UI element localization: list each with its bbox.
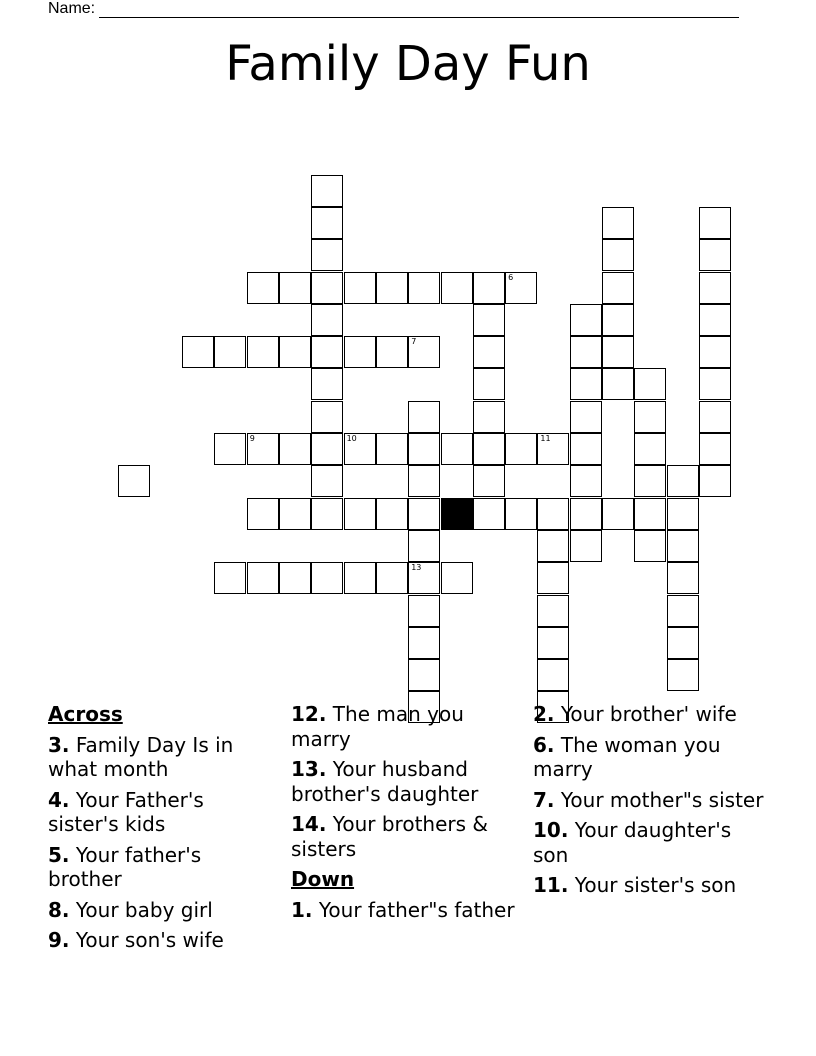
puzzle-title: Family Day Fun: [225, 36, 591, 92]
grid-cell[interactable]: [699, 336, 731, 368]
grid-cell[interactable]: [408, 627, 440, 659]
grid-cell[interactable]: [505, 433, 537, 465]
grid-cell[interactable]: [344, 433, 376, 465]
grid-cell[interactable]: [602, 498, 634, 530]
grid-cell[interactable]: [699, 433, 731, 465]
clue-text: Your son's wife: [69, 928, 224, 952]
grid-cell[interactable]: [311, 368, 343, 400]
grid-cell[interactable]: [247, 336, 279, 368]
grid-cell[interactable]: [441, 272, 473, 304]
grid-cell[interactable]: [505, 498, 537, 530]
clue-text: Your brother' wife: [554, 702, 737, 726]
grid-cell[interactable]: [570, 530, 602, 562]
grid-cell[interactable]: [311, 336, 343, 368]
cell-number: 7: [411, 337, 417, 347]
grid-cell[interactable]: [602, 304, 634, 336]
grid-cell[interactable]: [537, 498, 569, 530]
grid-cell[interactable]: [699, 207, 731, 239]
grid-cell[interactable]: [376, 498, 408, 530]
clue-down-2: [533, 702, 765, 727]
grid-cell[interactable]: [311, 401, 343, 433]
grid-cell[interactable]: [473, 272, 505, 304]
grid-cell[interactable]: [311, 433, 343, 465]
grid-cell[interactable]: [602, 272, 634, 304]
clue-text: The woman you marry: [533, 732, 721, 781]
cell-number: 6: [508, 272, 514, 282]
grid-cell[interactable]: [602, 207, 634, 239]
grid-cell[interactable]: [279, 498, 311, 530]
grid-cell[interactable]: [473, 304, 505, 336]
grid-cell[interactable]: [441, 562, 473, 594]
grid-cell[interactable]: [247, 272, 279, 304]
grid-cell[interactable]: [376, 336, 408, 368]
grid-cell[interactable]: [279, 336, 311, 368]
clue-across-8: [48, 898, 280, 923]
clue-across-5: [48, 843, 280, 892]
grid-cell[interactable]: [408, 595, 440, 627]
grid-cell[interactable]: [699, 304, 731, 336]
across-heading: Across: [48, 702, 123, 726]
grid-cell[interactable]: [279, 272, 311, 304]
grid-cell[interactable]: [667, 595, 699, 627]
grid-cell[interactable]: [247, 433, 279, 465]
grid-cell[interactable]: [247, 562, 279, 594]
grid-cell[interactable]: [441, 433, 473, 465]
clue-number: 2.: [533, 702, 555, 726]
clue-number: 10.: [533, 818, 569, 842]
grid-cell[interactable]: [570, 433, 602, 465]
grid-cell[interactable]: [473, 336, 505, 368]
clue-across-13: [291, 757, 523, 806]
grid-cell[interactable]: [344, 562, 376, 594]
clue-column-3: [533, 702, 765, 904]
grid-cell[interactable]: [667, 659, 699, 691]
grid-cell[interactable]: [634, 498, 666, 530]
grid-cell[interactable]: [537, 595, 569, 627]
grid-cell[interactable]: [408, 465, 440, 497]
grid-cell[interactable]: [537, 659, 569, 691]
clue-text: Your mother"s sister: [554, 787, 764, 812]
grid-cell[interactable]: [602, 368, 634, 400]
grid-cell[interactable]: [311, 465, 343, 497]
clue-number: 6.: [533, 732, 555, 757]
grid-cell[interactable]: [667, 498, 699, 530]
clue-column-2: [291, 702, 523, 928]
grid-cell[interactable]: [279, 562, 311, 594]
clue-text: Your brothers & sisters: [291, 812, 488, 861]
grid-cell[interactable]: [699, 239, 731, 271]
grid-cell[interactable]: [699, 401, 731, 433]
grid-cell[interactable]: [634, 530, 666, 562]
grid-cell[interactable]: [376, 272, 408, 304]
grid-cell[interactable]: [311, 304, 343, 336]
grid-cell[interactable]: [570, 401, 602, 433]
grid-cell[interactable]: [408, 272, 440, 304]
grid-cell[interactable]: [602, 239, 634, 271]
clue-number: 12.: [291, 702, 327, 726]
clue-text: Your father's brother: [48, 842, 202, 891]
grid-cell[interactable]: [408, 659, 440, 691]
grid-cell[interactable]: [408, 562, 440, 594]
clue-column-1: [48, 702, 280, 959]
grid-cell[interactable]: [408, 498, 440, 530]
grid-cell[interactable]: [214, 433, 246, 465]
clue-number: 5.: [48, 842, 70, 867]
clue-down-6: [533, 733, 765, 782]
grid-cell[interactable]: [537, 433, 569, 465]
clue-number: 7.: [533, 787, 555, 812]
grid-cell[interactable]: [311, 498, 343, 530]
grid-cell[interactable]: [537, 627, 569, 659]
grid-cell[interactable]: [408, 336, 440, 368]
grid-cell[interactable]: [182, 336, 214, 368]
grid-cell[interactable]: [311, 562, 343, 594]
grid-cell[interactable]: [247, 498, 279, 530]
grid-cell[interactable]: [570, 465, 602, 497]
cell-number: 10: [346, 434, 357, 443]
grid-cell[interactable]: [699, 465, 731, 497]
grid-cell[interactable]: [311, 239, 343, 271]
clue-number: 11.: [533, 873, 569, 897]
grid-cell[interactable]: [667, 530, 699, 562]
grid-cell[interactable]: [311, 272, 343, 304]
grid-cell[interactable]: [376, 433, 408, 465]
grid-cell[interactable]: [311, 207, 343, 239]
grid-cell[interactable]: [634, 433, 666, 465]
grid-cell[interactable]: [570, 304, 602, 336]
grid-cell[interactable]: [699, 368, 731, 400]
grid-cell[interactable]: [570, 368, 602, 400]
grid-cell[interactable]: [634, 368, 666, 400]
grid-cell[interactable]: [570, 498, 602, 530]
grid-cell[interactable]: [311, 175, 343, 207]
grid-cell[interactable]: [344, 498, 376, 530]
down-heading: Down: [291, 867, 355, 891]
black-cell: [441, 498, 473, 530]
clue-across-9: [48, 928, 280, 953]
clue-number: 9.: [48, 928, 70, 952]
clue-number: 4.: [48, 787, 70, 812]
clue-text: Family Day Is in what month: [48, 732, 234, 781]
grid-cell[interactable]: [570, 336, 602, 368]
clue-text: Your Father's sister's kids: [48, 787, 204, 836]
clue-number: 3.: [48, 732, 70, 757]
grid-cell[interactable]: [279, 433, 311, 465]
grid-cell[interactable]: [408, 433, 440, 465]
clue-across-12: [291, 702, 523, 751]
cell-number: 11: [540, 434, 551, 443]
grid-cell[interactable]: [537, 562, 569, 594]
grid-cell[interactable]: [473, 498, 505, 530]
grid-cell[interactable]: [118, 465, 150, 497]
clue-across-4: [48, 788, 280, 837]
grid-cell[interactable]: [602, 336, 634, 368]
grid-cell[interactable]: [505, 272, 537, 304]
clue-down-7: [533, 788, 765, 813]
clue-across-3: [48, 733, 280, 782]
grid-cell[interactable]: [634, 401, 666, 433]
grid-cell[interactable]: [344, 272, 376, 304]
clue-text: Your husband brother's daughter: [291, 757, 479, 806]
clue-text: Your baby girl: [69, 897, 213, 922]
clue-number: 13.: [291, 757, 327, 781]
clue-text: Your father"s father: [312, 897, 515, 922]
clue-text: Your daughter's son: [533, 818, 732, 867]
grid-cell[interactable]: [408, 530, 440, 562]
grid-cell[interactable]: [473, 465, 505, 497]
grid-cell[interactable]: [699, 272, 731, 304]
clue-across-14: [291, 812, 523, 861]
clue-text: The man you marry: [291, 702, 464, 751]
grid-cell[interactable]: [473, 433, 505, 465]
grid-cell[interactable]: [667, 562, 699, 594]
cell-number: 13: [411, 563, 422, 573]
grid-cell[interactable]: [537, 530, 569, 562]
grid-cell[interactable]: [667, 627, 699, 659]
clue-down-1: [291, 898, 523, 923]
grid-cell[interactable]: [667, 465, 699, 497]
clue-down-10: [533, 818, 765, 867]
name-label: Name:: [48, 0, 96, 17]
clue-number: 14.: [291, 812, 327, 836]
grid-cell[interactable]: [214, 562, 246, 594]
grid-cell[interactable]: [344, 336, 376, 368]
grid-cell[interactable]: [634, 465, 666, 497]
clue-down-11: [533, 873, 765, 898]
grid-cell[interactable]: [376, 562, 408, 594]
cell-number: 9: [249, 434, 255, 443]
clue-text: Your sister's son: [568, 873, 737, 897]
clue-number: 8.: [48, 897, 70, 922]
clue-number: 1.: [291, 897, 313, 922]
grid-cell[interactable]: [473, 401, 505, 433]
grid-cell[interactable]: [214, 336, 246, 368]
grid-cell[interactable]: [473, 368, 505, 400]
grid-cell[interactable]: [408, 401, 440, 433]
